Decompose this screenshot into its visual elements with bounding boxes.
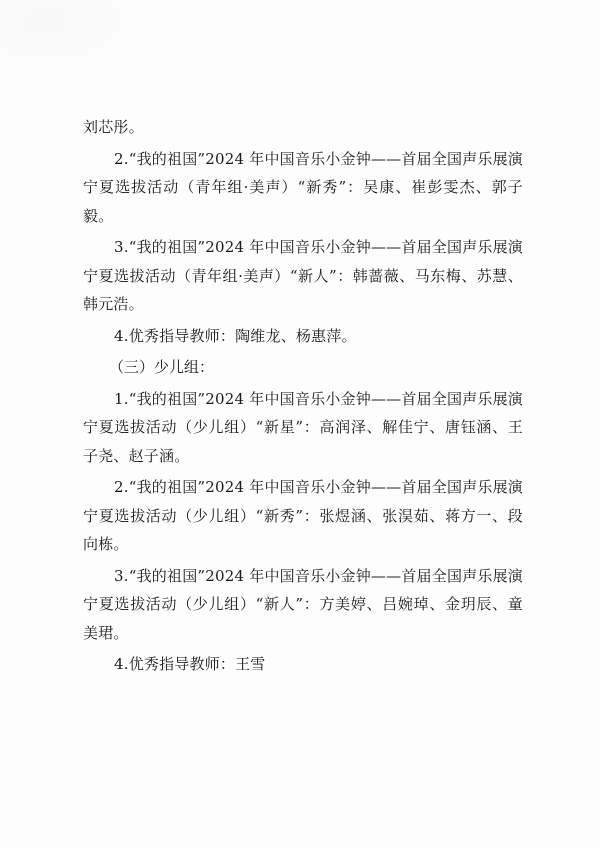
document-body: [83, 113, 523, 682]
section-heading-children: （三）少儿组：: [109, 358, 215, 376]
paragraph-children-teachers: 4.优秀指导教师：王雪: [114, 655, 266, 673]
scan-artifact: [0, 0, 150, 70]
paragraph-continuation: 刘芯彤。: [83, 118, 144, 136]
paragraph-children-rising: 2.“我的祖国”2024 年中国音乐小金钟——首届全国声乐展演宁夏选拔活动（少儿组）“新秀”：张煜涵、张淏茹、蒋方一、段向栋。: [83, 478, 523, 553]
paragraph-youth-bel-canto-newcomer: 3.“我的祖国”2024 年中国音乐小金钟——首届全国声乐展演宁夏选拔活动（青年组·美声）“新人”：韩蔷薇、马东梅、苏慧、韩元浩。: [83, 238, 523, 313]
paragraph-children-newcomer: 3.“我的祖国”2024 年中国音乐小金钟——首届全国声乐展演宁夏选拔活动（少儿组）“新人”：方美婷、吕婉琸、金玥辰、童美珺。: [83, 566, 523, 642]
paragraph-youth-teachers: 4.优秀指导教师：陶维龙、杨惠萍。: [114, 326, 357, 345]
paragraph-children-star: 1.“我的祖国”2024 年中国音乐小金钟——首届全国声乐展演宁夏选拔活动（少儿组）“新星”：高润泽、解佳宁、唐钰涵、王子尧、赵子涵。: [83, 389, 523, 465]
paragraph-youth-bel-canto-rising: 2.“我的祖国”2024 年中国音乐小金钟——首届全国声乐展演宁夏选拔活动（青年组·美声）“新秀”：吴康、崔彭雯杰、郭子毅。: [83, 149, 523, 225]
